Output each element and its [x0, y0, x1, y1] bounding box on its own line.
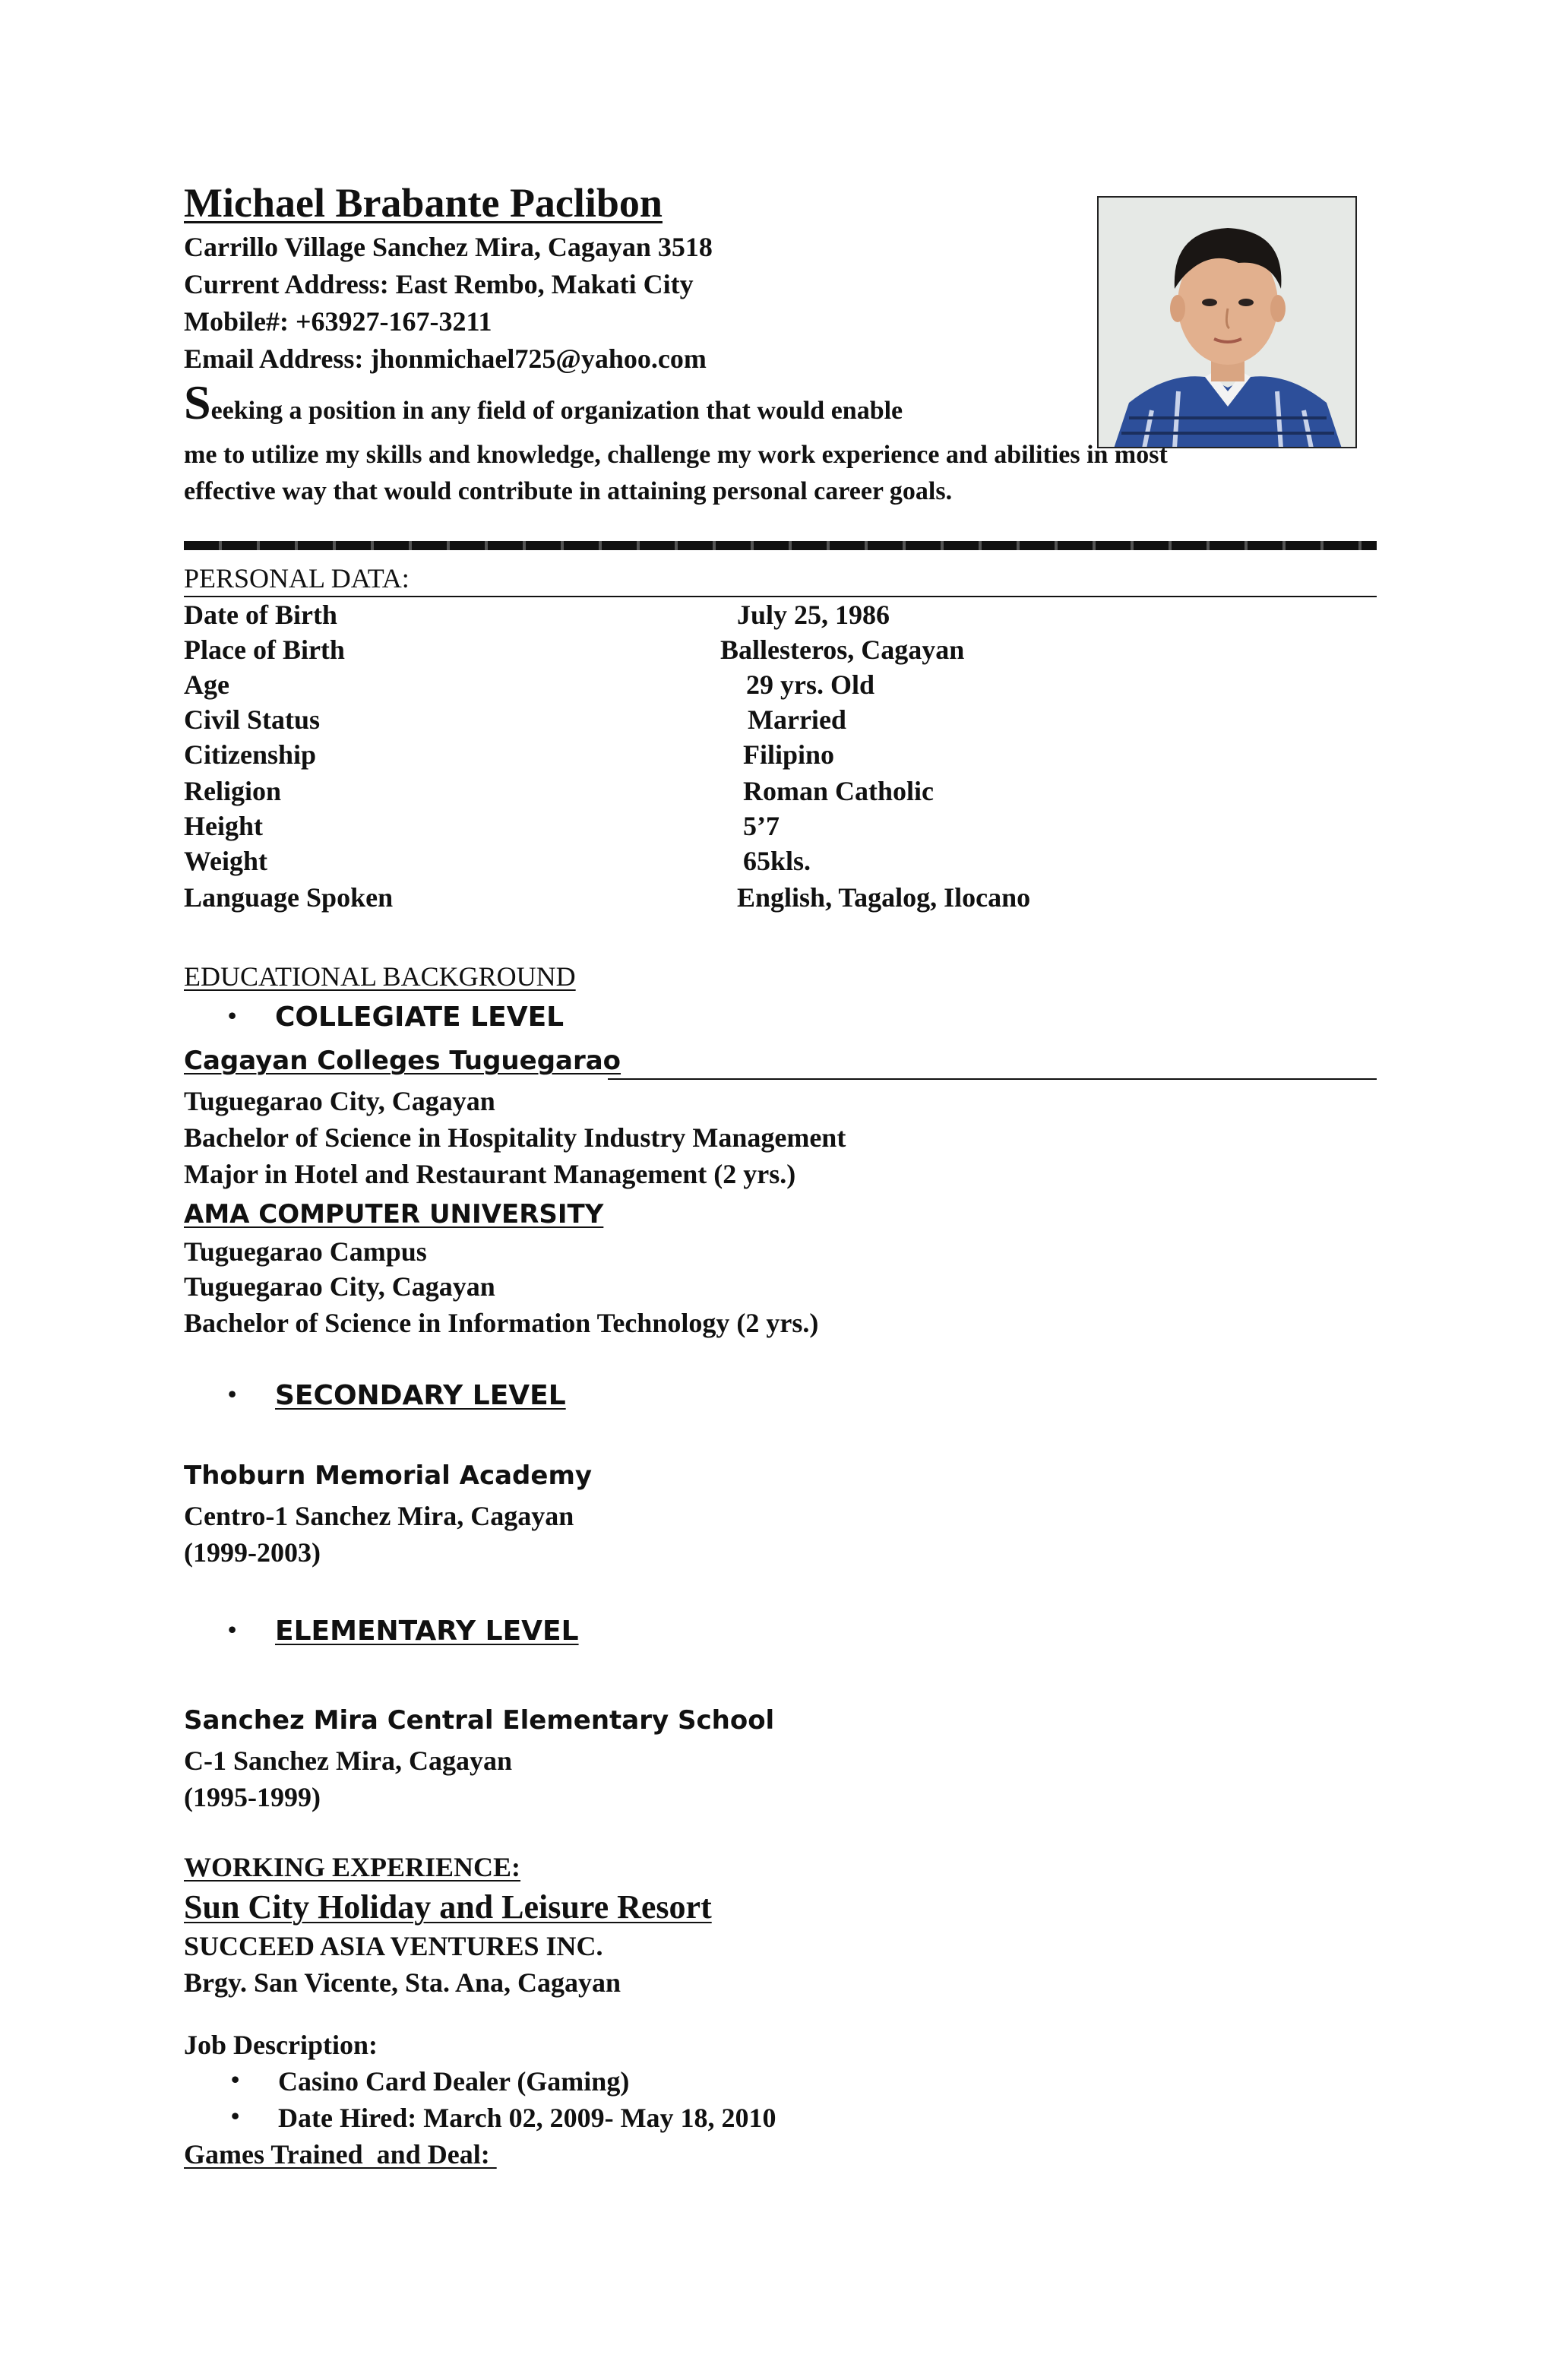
school-1-degree: Bachelor of Science in Hospitality Industry Management [184, 1122, 846, 1153]
candidate-name: Michael Brabante Paclibon [184, 180, 663, 226]
bullet-icon: • [231, 2065, 240, 2093]
current-address: Current Address: East Rembo, Makati City [184, 269, 694, 299]
value-civil-status: Married [748, 704, 846, 735]
school-1-city: Tuguegarao City, Cagayan [184, 1086, 495, 1116]
value-place-of-birth: Ballesteros, Cagayan [720, 635, 965, 665]
objective-statement [184, 375, 1377, 510]
value-age: 29 yrs. Old [746, 669, 875, 700]
elementary-school: Sanchez Mira Central Elementary School [184, 1705, 775, 1736]
employer-name: SUCCEED ASIA VENTURES INC. [184, 1931, 603, 1961]
label-weight: Weight [184, 846, 268, 876]
secondary-school: Thoburn Memorial Academy [184, 1461, 593, 1491]
bullet-icon: • [231, 2102, 240, 2129]
job-description-label: Job Description: [184, 2030, 378, 2060]
value-weight: 65kls. [743, 846, 811, 876]
label-date-of-birth: Date of Birth [184, 600, 337, 630]
secondary-years: (1999-2003) [184, 1537, 321, 1568]
elementary-location: C-1 Sanchez Mira, Cagayan [184, 1745, 512, 1776]
education-heading: EDUCATIONAL BACKGROUND [184, 961, 576, 992]
work-experience-heading: WORKING EXPERIENCE: [184, 1852, 521, 1882]
label-religion: Religion [184, 776, 282, 806]
school-2-campus: Tuguegarao Campus [184, 1236, 427, 1267]
collegiate-school-2: AMA COMPUTER UNIVERSITY [184, 1199, 604, 1230]
personal-data-heading: PERSONAL DATA: [184, 563, 410, 593]
label-height: Height [184, 811, 263, 841]
collegiate-school-1: Cagayan Colleges Tuguegarao [184, 1046, 621, 1076]
value-height: 5’7 [743, 811, 780, 841]
bullet-icon: • [228, 1380, 237, 1407]
label-age: Age [184, 669, 229, 700]
value-citizenship: Filipino [743, 739, 835, 770]
objective-line-1 [184, 375, 1377, 429]
label-place-of-birth: Place of Birth [184, 635, 345, 665]
section-divider [184, 541, 1377, 550]
duty-2: Date Hired: March 02, 2009- May 18, 2010 [278, 2103, 776, 2133]
collegiate-level-label: COLLEGIATE LEVEL [275, 1002, 565, 1033]
school-2-degree: Bachelor of Science in Information Technology (2 yrs.) [184, 1308, 819, 1338]
secondary-location: Centro-1 Sanchez Mira, Cagayan [184, 1501, 574, 1531]
objective-line-1-text: eeking a position in any field of organization that would enable [210, 397, 903, 425]
home-address: Carrillo Village Sanchez Mira, Cagayan 3518 [184, 232, 713, 262]
email-address: Email Address: jhonmichael725@yahoo.com [184, 343, 707, 374]
bullet-icon: • [228, 1616, 237, 1643]
duty-1: Casino Card Dealer (Gaming) [278, 2066, 630, 2097]
personal-data-underline [184, 596, 1377, 597]
value-language-spoken: English, Tagalog, Ilocano [737, 882, 1031, 913]
school-2-city: Tuguegarao City, Cagayan [184, 1271, 495, 1302]
school-1-major: Major in Hotel and Restaurant Management (2 yrs.) [184, 1159, 796, 1189]
objective-line-2: me to utilize my skills and knowledge, challenge my work experience and abilities in most [184, 441, 1168, 469]
school-1-underline [608, 1078, 1377, 1080]
label-citizenship: Citizenship [184, 739, 317, 770]
elementary-level-label: ELEMENTARY LEVEL [275, 1616, 579, 1647]
mobile-number: Mobile#: +63927-167-3211 [184, 306, 492, 337]
value-religion: Roman Catholic [743, 776, 934, 806]
company-name: Sun City Holiday and Leisure Resort [184, 1888, 712, 1926]
bullet-icon: • [228, 1002, 237, 1029]
label-civil-status: Civil Status [184, 704, 321, 735]
objective-drop-cap: S [184, 375, 211, 429]
employer-location: Brgy. San Vicente, Sta. Ana, Cagayan [184, 1967, 621, 1998]
objective-line-3: effective way that would contribute in attaining personal career goals. [184, 477, 953, 505]
secondary-level-label: SECONDARY LEVEL [275, 1380, 566, 1411]
games-trained-label: Games Trained and Deal: [184, 2139, 497, 2170]
value-date-of-birth: July 25, 1986 [737, 600, 890, 630]
elementary-years: (1995-1999) [184, 1782, 321, 1812]
label-language-spoken: Language Spoken [184, 882, 394, 913]
